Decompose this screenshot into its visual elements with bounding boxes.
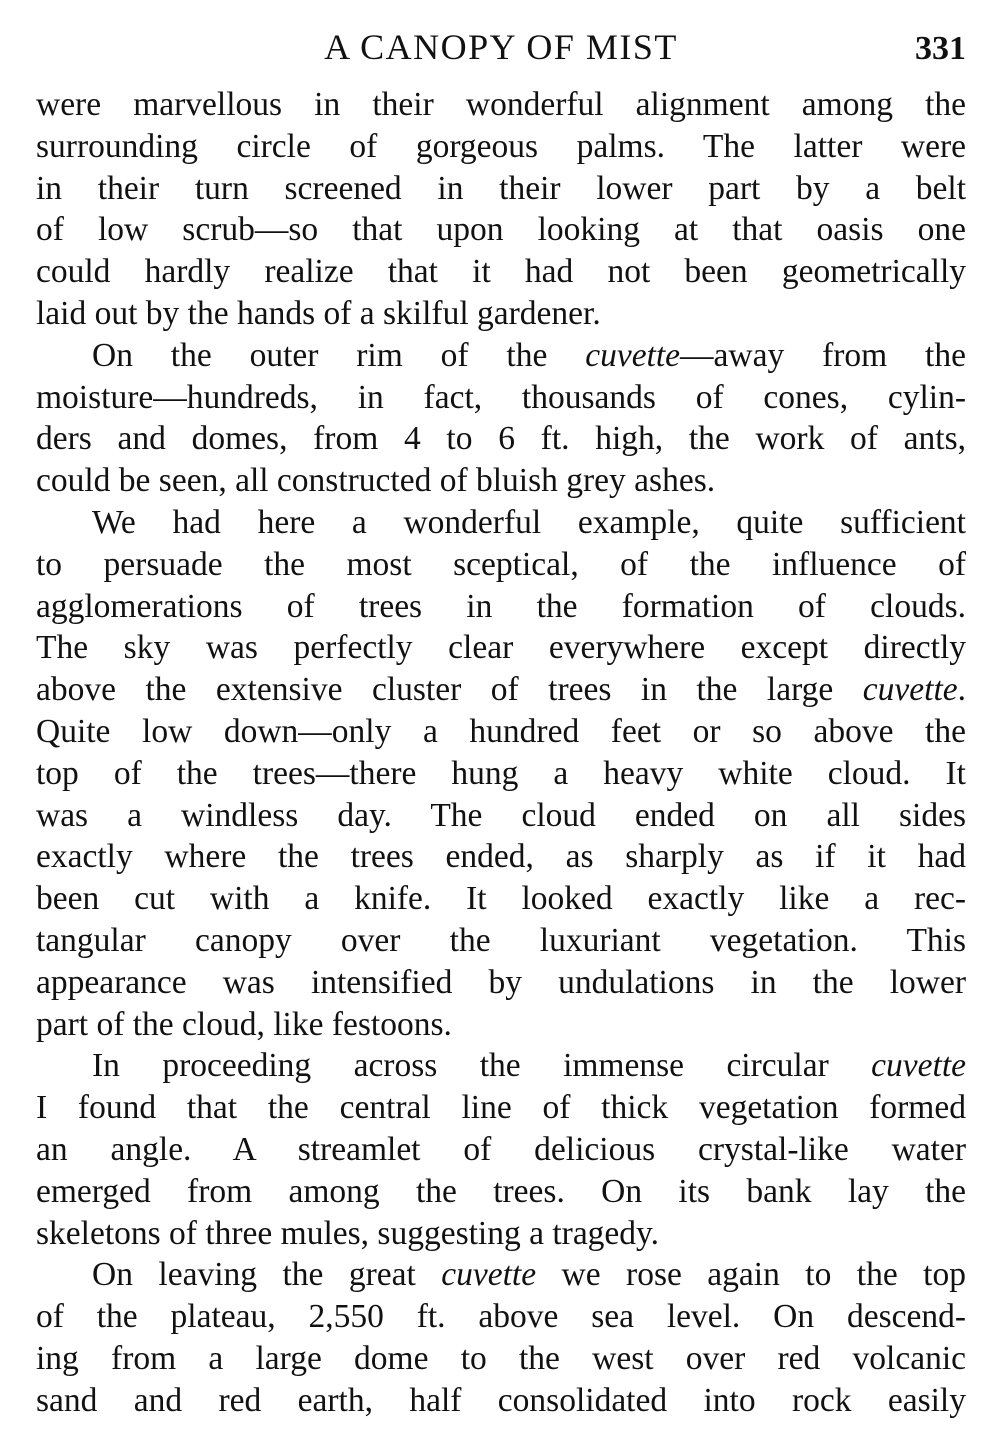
text-run: .: [957, 671, 966, 709]
text-line: skeletons of three mules, suggesting a tragedy.: [36, 1214, 660, 1252]
text-line: [36, 1045, 966, 1087]
body-text: [36, 84, 966, 1422]
text-line: an angle. A streamlet of delicious crystal-like water: [36, 1130, 966, 1168]
text-line: in their turn screened in their lower part by a belt: [36, 169, 966, 207]
text-line: ders and domes, from 4 to 6 ft. high, the work of ants,: [36, 420, 966, 458]
text-line: laid out by the hands of a skilful gardener.: [36, 294, 601, 332]
text-run: On leaving the great: [92, 1256, 442, 1294]
text-line: could be seen, all constructed of bluish grey ashes.: [36, 462, 716, 500]
text-line: tangular canopy over the luxuriant vegetation. This: [36, 921, 966, 959]
text-line: were marvellous in their wonderful alignment among the: [36, 86, 966, 123]
text-line: [36, 669, 966, 711]
page-header: [36, 22, 966, 72]
text-line: exactly where the trees ended, as sharply as if it had: [36, 838, 966, 876]
text-line: surrounding circle of gorgeous palms. The latter were: [36, 127, 966, 165]
text-line: appearance was intensified by undulations in the lower: [36, 963, 966, 1001]
text-line: of low scrub—so that upon looking at that oasis one: [36, 211, 966, 249]
text-line: been cut with a knife. It looked exactly like a rec-: [36, 880, 966, 918]
italic-term: cuvette: [585, 336, 681, 374]
text-line: emerged from among the trees. On its bank lay the: [36, 1172, 966, 1210]
text-line: could hardly realize that it had not been geometrically: [36, 253, 966, 291]
text-run: In proceeding across the immense circular: [92, 1047, 872, 1085]
text-line: [36, 1254, 966, 1296]
italic-term: cuvette: [871, 1047, 966, 1085]
text-run: On the outer rim of the: [92, 336, 586, 374]
text-line: to persuade the most sceptical, of the influence of: [36, 545, 966, 583]
text-line: We had here a wonderful example, quite sufficient: [92, 503, 966, 541]
italic-term: cuvette: [862, 671, 958, 709]
text-run: —away from the: [680, 336, 966, 374]
page-number: 331: [915, 30, 966, 67]
text-line: was a windless day. The cloud ended on all sides: [36, 796, 966, 834]
text-run: above the extensive cluster of trees in the large: [36, 671, 863, 709]
text-line: top of the trees—there hung a heavy white cloud. It: [36, 754, 966, 792]
text-line: Quite low down—only a hundred feet or so above the: [36, 712, 966, 750]
text-line: The sky was perfectly clear everywhere except directly: [36, 629, 966, 667]
text-line: moisture—hundreds, in fact, thousands of cones, cylin-: [36, 378, 966, 416]
running-title: A CANOPY OF MIST: [324, 27, 678, 67]
text-line: [36, 335, 966, 377]
text-line: part of the cloud, like festoons.: [36, 1005, 452, 1043]
text-line: of the plateau, 2,550 ft. above sea level. On descend-: [36, 1298, 966, 1336]
text-line: I found that the central line of thick vegetation formed: [36, 1089, 966, 1127]
text-line: agglomerations of trees in the formation of clouds.: [36, 587, 966, 625]
text-line: ing from a large dome to the west over red volcanic: [36, 1339, 966, 1377]
italic-term: cuvette: [441, 1256, 537, 1294]
text-run: we rose again to the top: [536, 1256, 966, 1294]
text-line: sand and red earth, half consolidated into rock easily: [36, 1381, 966, 1419]
